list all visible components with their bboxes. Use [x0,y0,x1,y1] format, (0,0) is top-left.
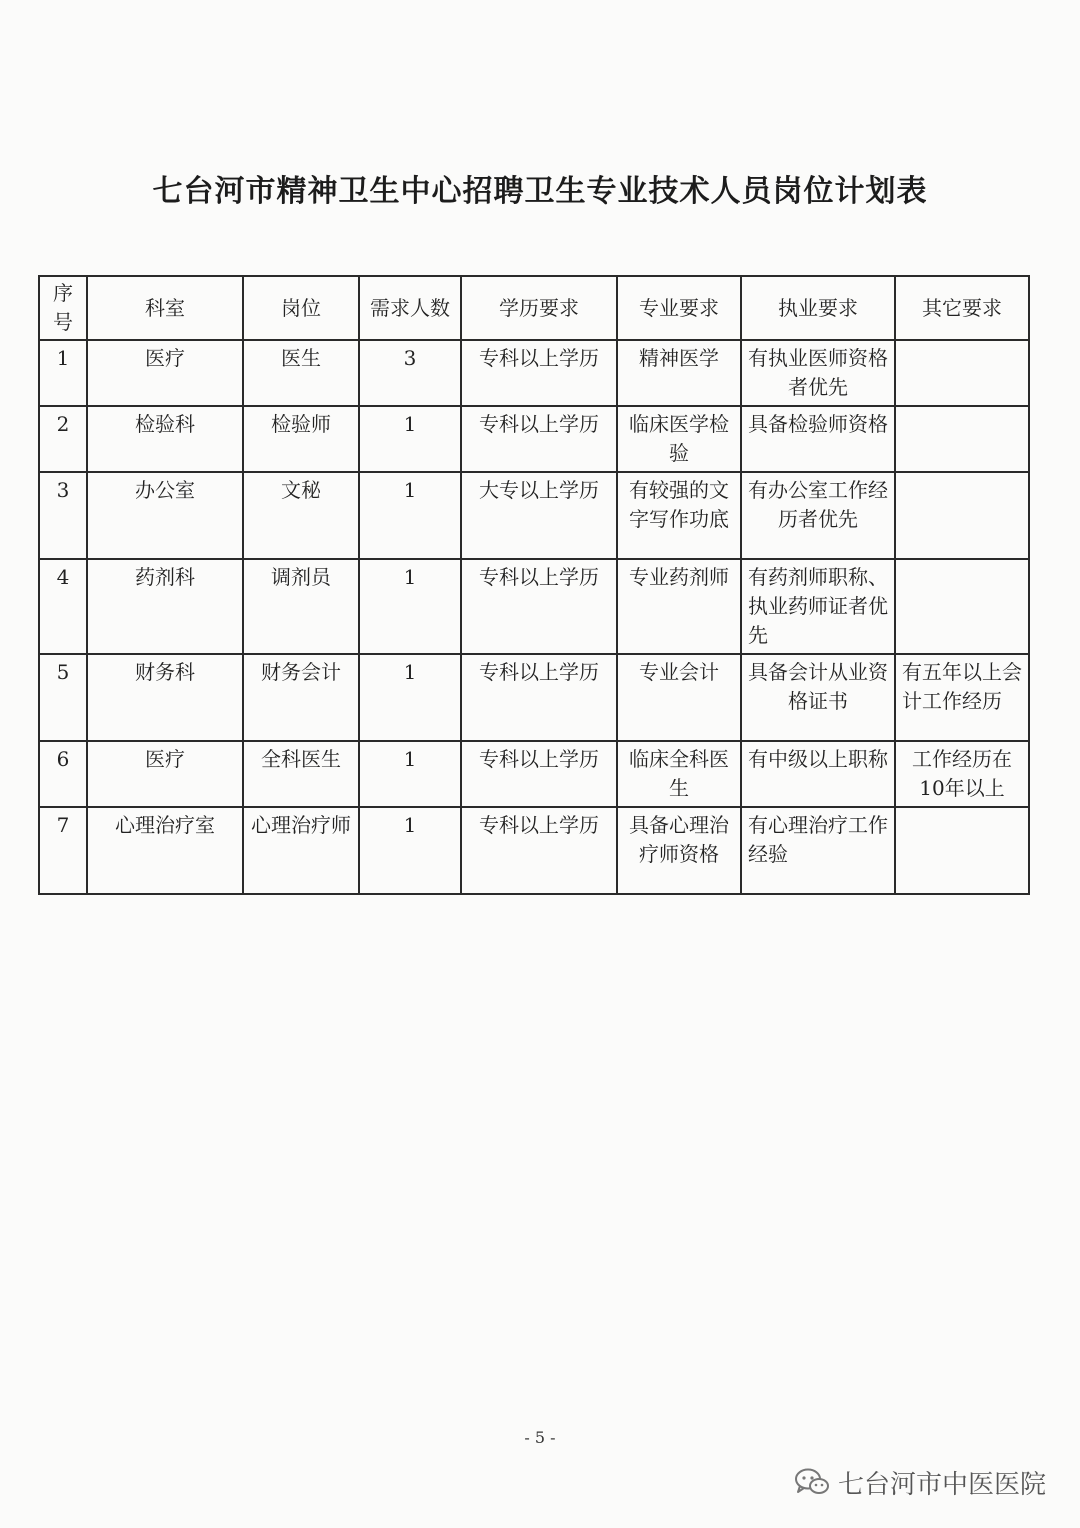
table-cell: 专科以上学历 [461,559,617,654]
table-cell: 精神医学 [617,340,741,406]
table-cell: 具备会计从业资格证书 [741,654,895,741]
account-watermark [794,1462,1046,1502]
header-cell: 需求人数 [359,276,461,340]
table-cell [895,472,1029,559]
table-cell: 6 [39,741,87,807]
table-cell: 2 [39,406,87,472]
table-cell: 专业会计 [617,654,741,741]
table-row [39,654,1029,741]
table-cell: 专科以上学历 [461,406,617,472]
table-cell: 专科以上学历 [461,340,617,406]
header-cell: 执业要求 [741,276,895,340]
table-cell [895,406,1029,472]
table-cell: 心理治疗室 [87,807,243,894]
table-cell: 1 [39,340,87,406]
table-cell: 3 [359,340,461,406]
recruitment-plan-table [38,275,1030,895]
table-cell: 具备检验师资格 [741,406,895,472]
table-cell: 专科以上学历 [461,807,617,894]
table-header-row [39,276,1029,340]
table-cell: 1 [359,741,461,807]
table-cell: 4 [39,559,87,654]
table-cell: 有药剂师职称、执业药师证者优先 [741,559,895,654]
page-number: - 5 - [524,1428,556,1447]
table-cell: 3 [39,472,87,559]
table-cell: 医疗 [87,741,243,807]
table-cell: 有心理治疗工作经验 [741,807,895,894]
table-cell: 调剂员 [243,559,359,654]
watermark-text: 七台河市中医医院 [837,1469,1046,1500]
table-row [39,406,1029,472]
table-cell: 1 [359,472,461,559]
table-cell: 检验科 [87,406,243,472]
table-cell: 临床医学检验 [617,406,741,472]
header-cell: 序号 [39,276,87,340]
table-row [39,559,1029,654]
table-cell: 1 [359,559,461,654]
table-cell [895,807,1029,894]
document-title: 七台河市精神卫生中心招聘卫生专业技术人员岗位计划表 [152,174,928,209]
table-row [39,340,1029,406]
header-cell: 科室 [87,276,243,340]
header-cell: 岗位 [243,276,359,340]
table-cell: 有较强的文字写作功底 [617,472,741,559]
table-cell: 专科以上学历 [461,654,617,741]
header-cell: 其它要求 [895,276,1029,340]
table-cell: 药剂科 [87,559,243,654]
table-cell: 心理治疗师 [243,807,359,894]
table-cell: 7 [39,807,87,894]
table-cell: 文秘 [243,472,359,559]
header-cell: 学历要求 [461,276,617,340]
table-cell: 1 [359,654,461,741]
table-cell: 医疗 [87,340,243,406]
table-cell: 有办公室工作经历者优先 [741,472,895,559]
table-row [39,741,1029,807]
table-cell: 医生 [243,340,359,406]
table-cell: 全科医生 [243,741,359,807]
table-cell: 专业药剂师 [617,559,741,654]
table-cell: 5 [39,654,87,741]
table-cell [895,340,1029,406]
table-cell: 大专以上学历 [461,472,617,559]
header-cell: 专业要求 [617,276,741,340]
table-cell: 有五年以上会计工作经历 [895,654,1029,741]
table-cell: 具备心理治疗师资格 [617,807,741,894]
table-cell: 办公室 [87,472,243,559]
table-cell: 工作经历在10年以上 [895,741,1029,807]
table-cell: 财务科 [87,654,243,741]
table-row [39,472,1029,559]
table-cell: 有中级以上职称 [741,741,895,807]
table-row [39,807,1029,894]
table-cell: 有执业医师资格者优先 [741,340,895,406]
table-cell: 1 [359,406,461,472]
wechat-icon [794,1467,830,1497]
table-cell: 1 [359,807,461,894]
table-cell: 临床全科医生 [617,741,741,807]
table-cell: 检验师 [243,406,359,472]
table-cell [895,559,1029,654]
table-cell: 财务会计 [243,654,359,741]
table-cell: 专科以上学历 [461,741,617,807]
